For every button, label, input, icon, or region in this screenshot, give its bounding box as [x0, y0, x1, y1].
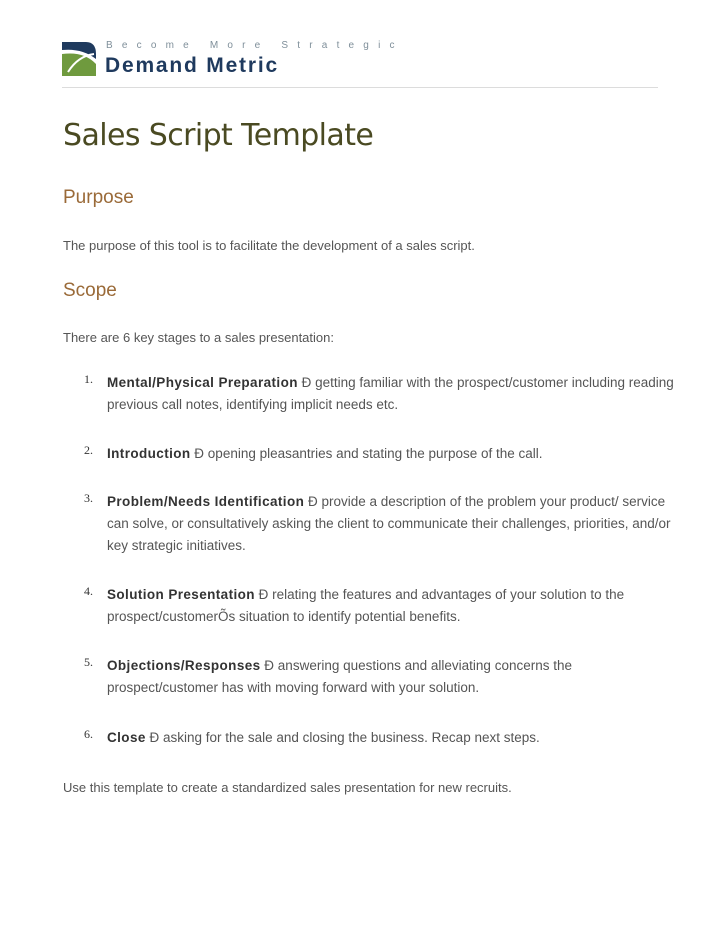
purpose-text: The purpose of this tool is to facilitate the development of a sales script. — [63, 238, 475, 253]
stage-name: Mental/Physical Preparation — [107, 375, 298, 390]
stage-description: Ð asking for the sale and closing the business. Recap next steps. — [145, 730, 540, 745]
stage-number: 1. — [84, 372, 93, 386]
stage-description: Ð relating the features and advantages of your solution to the prospect/customerÕs situation to identify potential benefits. — [107, 587, 625, 624]
closing-text: Use this template to create a standardized sales presentation for new recruits. — [63, 780, 512, 795]
page-title: Sales Script Template — [63, 118, 374, 153]
scope-heading: Scope — [63, 280, 117, 301]
list-item — [84, 443, 684, 465]
stage-description: Ð getting familiar with the prospect/customer including reading previous call notes, identifying implicit needs etc. — [107, 375, 674, 412]
stage-number: 5. — [84, 655, 93, 669]
demand-metric-logo-icon — [62, 42, 96, 76]
document-header — [62, 36, 657, 88]
header-divider — [62, 87, 658, 88]
stage-name: Introduction — [107, 446, 191, 461]
stage-description: Ð provide a description of the problem your product/ service can solve, or consultatively asking the client to communicate their challenges, priorities, and/or key strategic initiatives. — [107, 494, 671, 553]
stage-name: Objections/Responses — [107, 658, 261, 673]
stage-number: 2. — [84, 443, 93, 457]
list-item — [84, 584, 684, 628]
brand-name: Demand Metric — [105, 54, 279, 77]
stage-number: 6. — [84, 727, 93, 741]
stage-name: Solution Presentation — [107, 587, 255, 602]
stage-name: Close — [107, 730, 146, 745]
purpose-heading: Purpose — [63, 187, 134, 208]
list-item — [84, 655, 684, 699]
stage-number: 4. — [84, 584, 93, 598]
brand-tagline: Become More Strategic — [106, 40, 404, 51]
stage-description: Ð answering questions and alleviating concerns the prospect/customer has with moving forward with your solution. — [107, 658, 572, 695]
list-item — [84, 491, 684, 557]
list-item — [84, 372, 684, 416]
stage-number: 3. — [84, 491, 93, 505]
stage-description: Ð opening pleasantries and stating the purpose of the call. — [190, 446, 543, 461]
stage-name: Problem/Needs Identification — [107, 494, 305, 509]
scope-intro: There are 6 key stages to a sales presentation: — [63, 330, 334, 345]
list-item — [84, 727, 684, 749]
